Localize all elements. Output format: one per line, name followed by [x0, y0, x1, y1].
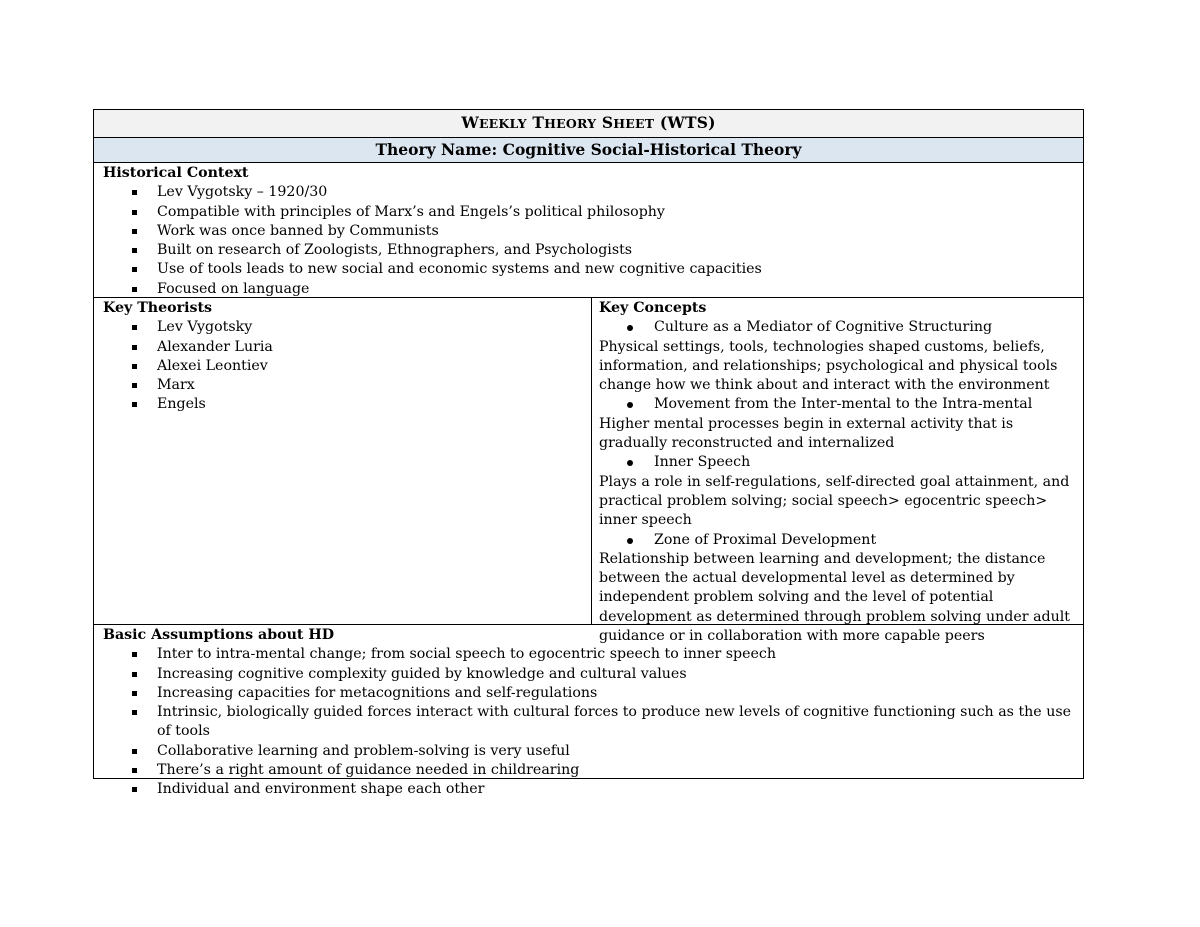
list-item: There’s a right amount of guidance needed in childrearing: [103, 761, 1077, 780]
concept-title: Inner Speech: [599, 453, 1077, 472]
concept-description: Higher mental processes begin in external activity that is gradually reconstructed and internalized: [599, 415, 1014, 452]
key-theorists-cell: [94, 298, 592, 625]
title-word-2-rest: HEORY: [544, 116, 597, 131]
concept-title: Zone of Proximal Development: [599, 531, 1077, 550]
historical-context-list: [103, 183, 1077, 299]
title-row: [94, 110, 1084, 138]
list-item: Increasing cognitive complexity guided by knowledge and cultural values: [103, 665, 1077, 684]
title-word-3-rest: HEET: [613, 116, 655, 131]
title-word-3-initial: S: [601, 113, 614, 132]
document-title: [461, 113, 715, 132]
historical-context-heading: Historical Context: [103, 165, 249, 181]
concept-description: Plays a role in self-regulations, self-directed goal attainment, and practical problem solving; social speech> egocentric speech> inner speech: [599, 473, 1070, 529]
list-item: Compatible with principles of Marx’s and Engels’s political philosophy: [103, 203, 1077, 222]
theory-name: Theory Name: Cognitive Social-Historical Theory: [375, 140, 802, 159]
title-word-1-initial: W: [461, 113, 479, 132]
concept-title: Movement from the Inter-mental to the Intra-mental: [599, 395, 1077, 414]
concept-description: Relationship between learning and development; the distance between the actual developmental level as determined by independent problem solving and the level of potential development as determined through problem solving under adult guidance or in collaboration with more capable peers: [599, 550, 1070, 645]
basic-assumptions-list: [103, 645, 1077, 799]
title-abbreviation: (WTS): [659, 113, 716, 132]
list-item: Collaborative learning and problem-solving is very useful: [103, 742, 1077, 761]
list-item: Built on research of Zoologists, Ethnographers, and Psychologists: [103, 241, 1077, 260]
list-item: Focused on language: [103, 280, 1077, 299]
title-cell: [94, 110, 1084, 138]
key-concepts-cell: [592, 298, 1084, 645]
theorists-concepts-row: [94, 298, 1084, 625]
basic-assumptions-cell: [94, 625, 1084, 798]
list-item: Individual and environment shape each other: [103, 780, 1077, 799]
key-theorists-heading: Key Theorists: [103, 300, 212, 316]
basic-assumptions-heading: Basic Assumptions about HD: [103, 627, 335, 643]
list-item: Alexander Luria: [103, 338, 585, 357]
basic-assumptions-row: [94, 625, 1084, 779]
list-item: Increasing capacities for metacognitions and self-regulations: [103, 684, 1077, 703]
weekly-theory-sheet-table: [93, 109, 1084, 798]
list-item: Lev Vygotsky – 1920/30: [103, 183, 1077, 202]
concept-title: Culture as a Mediator of Cognitive Structuring: [599, 318, 1077, 337]
list-item: Alexei Leontiev: [103, 357, 585, 376]
list-item: Intrinsic, biologically guided forces interact with cultural forces to produce new levels of cognitive functioning such as the use of tools: [103, 703, 1077, 742]
list-item: Engels: [103, 395, 585, 414]
concept-description: Physical settings, tools, technologies shaped customs, beliefs, information, and relationships; psychological and physical tools change how we think about and interact with the environment: [599, 338, 1058, 394]
list-item: Marx: [103, 376, 585, 395]
list-item: Work was once banned by Communists: [103, 222, 1077, 241]
historical-context-cell: [94, 163, 1084, 298]
theory-name-row: [94, 138, 1084, 163]
list-item: Inter to intra-mental change; from social speech to egocentric speech to inner speech: [103, 645, 1077, 664]
theory-name-cell: [94, 138, 1084, 163]
key-concepts-heading: Key Concepts: [599, 300, 707, 316]
list-item: Use of tools leads to new social and economic systems and new cognitive capacities: [103, 260, 1077, 279]
list-item: Lev Vygotsky: [103, 318, 585, 337]
historical-context-row: [94, 163, 1084, 298]
title-word-2-initial: T: [532, 113, 545, 132]
title-word-1-rest: EEKLY: [478, 116, 527, 131]
key-theorists-list: [103, 318, 585, 414]
